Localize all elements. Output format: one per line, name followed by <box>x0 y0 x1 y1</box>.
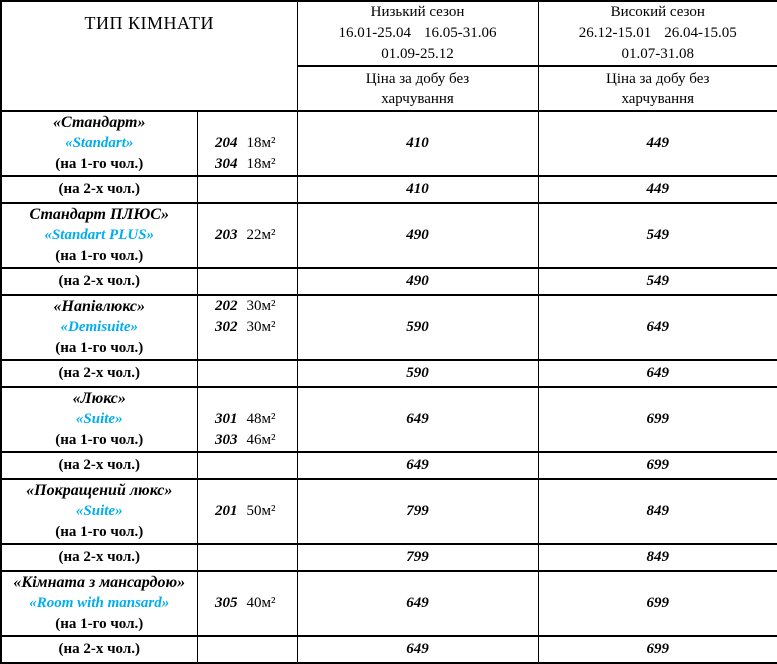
occupancy-single-label: (на 1-го чол.) <box>55 248 144 264</box>
price-low-season: 649 <box>297 571 538 636</box>
price-low-season: 590 <box>297 360 538 387</box>
high-season-date-range-3: 01.07-31.08 <box>621 46 695 62</box>
low-season-price-note: Ціна за добу без харчування <box>365 70 470 107</box>
room-number: 203 <box>215 227 238 243</box>
room-type-ua: Стандарт ПЛЮС» <box>29 206 169 223</box>
price-high-season: 649 <box>538 360 777 387</box>
high-season-name: Високий сезон <box>610 4 705 20</box>
room-size: 50м² <box>246 503 276 519</box>
room-type-ua: «Люкс» <box>72 390 126 407</box>
rooms-cell <box>197 295 297 360</box>
high-season-price-note-cell <box>538 66 777 111</box>
price-high-season: 849 <box>538 479 777 544</box>
price-low-season: 410 <box>297 111 538 176</box>
room-type-cell <box>1 295 197 360</box>
room-number: 303 <box>215 432 238 448</box>
price-high-season: 699 <box>538 571 777 636</box>
room-type-header-cell <box>1 1 297 111</box>
room-block-row-mansard <box>1 571 777 636</box>
occupancy-single-label: (на 1-го чол.) <box>55 524 144 540</box>
price-high-season: 449 <box>538 176 777 203</box>
price-high-season: 699 <box>538 452 777 479</box>
price-low-season: 410 <box>297 176 538 203</box>
price-high-season: 449 <box>538 111 777 176</box>
table-continuation-stub <box>0 657 2 663</box>
price-low-season: 490 <box>297 268 538 295</box>
high-season-header-cell <box>538 1 777 66</box>
room-type-cell <box>1 387 197 452</box>
occupancy-double-label: (на 2-х чол.) <box>1 452 197 479</box>
room-type-en: «Standart PLUS» <box>44 227 155 243</box>
room-type-cell <box>1 571 197 636</box>
room-entry <box>198 501 297 522</box>
price-high-season: 699 <box>538 387 777 452</box>
price-high-season: 699 <box>538 636 777 663</box>
room-block-row-improved-suite <box>1 479 777 544</box>
room-entry <box>198 317 297 338</box>
rooms-cell <box>197 387 297 452</box>
price-low-season: 649 <box>297 636 538 663</box>
empty-cell <box>197 360 297 387</box>
room-type-ua: «Кімната з мансардою» <box>13 574 186 591</box>
empty-cell <box>197 176 297 203</box>
room-size: 30м² <box>246 319 276 335</box>
occupancy-double-label: (на 2-х чол.) <box>1 360 197 387</box>
room-block-row-standart-plus <box>1 203 777 268</box>
high-season-date-range-2: 26.04-15.05 <box>664 25 737 41</box>
room-type-cell <box>1 479 197 544</box>
room-size: 48м² <box>246 411 276 427</box>
price-high-season: 649 <box>538 295 777 360</box>
room-block-row-suite <box>1 387 777 452</box>
double-occupancy-row <box>1 452 777 479</box>
double-occupancy-row <box>1 268 777 295</box>
rooms-cell <box>197 479 297 544</box>
price-low-season: 590 <box>297 295 538 360</box>
empty-cell <box>197 452 297 479</box>
occupancy-double-label: (на 2-х чол.) <box>1 268 197 295</box>
room-entry <box>198 409 297 430</box>
room-number: 305 <box>215 595 238 611</box>
room-type-cell <box>1 203 197 268</box>
room-entry <box>198 296 297 317</box>
room-size: 40м² <box>246 595 276 611</box>
room-type-en: «Demisuite» <box>60 319 138 335</box>
room-entry <box>198 133 297 154</box>
room-block-row-standart <box>1 111 777 176</box>
low-season-date-range-3: 01.09-25.12 <box>381 46 454 62</box>
header-row-seasons <box>1 1 777 66</box>
room-number: 204 <box>215 135 238 151</box>
room-number: 302 <box>215 319 238 335</box>
room-size: 22м² <box>246 227 276 243</box>
empty-cell <box>197 544 297 571</box>
room-type-en: «Suite» <box>75 503 123 519</box>
room-type-ua: «Напівлюкс» <box>53 298 145 315</box>
price-high-season: 549 <box>538 268 777 295</box>
low-season-date-range-2: 16.05-31.06 <box>424 25 497 41</box>
room-entry <box>198 430 297 451</box>
occupancy-single-label: (на 1-го чол.) <box>55 340 144 356</box>
room-type-en: «Standart» <box>65 135 134 151</box>
price-high-season: 849 <box>538 544 777 571</box>
occupancy-double-label: (на 2-х чол.) <box>1 176 197 203</box>
low-season-price-note-cell <box>297 66 538 111</box>
empty-cell <box>197 636 297 663</box>
double-occupancy-row <box>1 544 777 571</box>
price-low-season: 490 <box>297 203 538 268</box>
occupancy-single-label: (на 1-го чол.) <box>55 432 144 448</box>
room-size: 46м² <box>246 432 276 448</box>
room-block-row-demisuite <box>1 295 777 360</box>
low-season-date-range-1: 16.01-25.04 <box>338 25 412 41</box>
price-low-season: 649 <box>297 452 538 479</box>
room-entry <box>198 593 297 614</box>
room-number: 202 <box>215 298 238 314</box>
high-season-date-range-1: 26.12-15.01 <box>578 25 652 41</box>
empty-cell <box>197 268 297 295</box>
room-type-en: «Room with mansard» <box>29 595 170 611</box>
double-occupancy-row <box>1 636 777 663</box>
rooms-cell <box>197 111 297 176</box>
room-number: 304 <box>215 156 238 172</box>
room-type-cell <box>1 111 197 176</box>
occupancy-single-label: (на 1-го чол.) <box>55 616 144 632</box>
low-season-name: Низький сезон <box>370 4 465 20</box>
price-low-season: 799 <box>297 479 538 544</box>
low-season-header-cell <box>297 1 538 66</box>
rooms-cell <box>197 203 297 268</box>
room-size: 18м² <box>246 156 276 172</box>
room-size: 18м² <box>246 135 276 151</box>
room-type-ua: «Покращений люкс» <box>26 482 173 499</box>
price-high-season: 549 <box>538 203 777 268</box>
room-size: 30м² <box>246 298 276 314</box>
room-number: 201 <box>215 503 238 519</box>
high-season-price-note: Ціна за добу без харчування <box>606 70 710 107</box>
room-type-en: «Suite» <box>75 411 123 427</box>
room-type-header-label: ТИП КІМНАТИ <box>84 13 214 33</box>
room-type-ua: «Стандарт» <box>53 114 146 131</box>
double-occupancy-row <box>1 360 777 387</box>
price-low-season: 799 <box>297 544 538 571</box>
rooms-cell <box>197 571 297 636</box>
room-entry <box>198 154 297 175</box>
occupancy-double-label: (на 2-х чол.) <box>1 544 197 571</box>
occupancy-single-label: (на 1-го чол.) <box>55 156 144 172</box>
double-occupancy-row <box>1 176 777 203</box>
price-low-season: 649 <box>297 387 538 452</box>
room-entry <box>198 225 297 246</box>
room-number: 301 <box>215 411 238 427</box>
occupancy-double-label: (на 2-х чол.) <box>1 636 197 663</box>
